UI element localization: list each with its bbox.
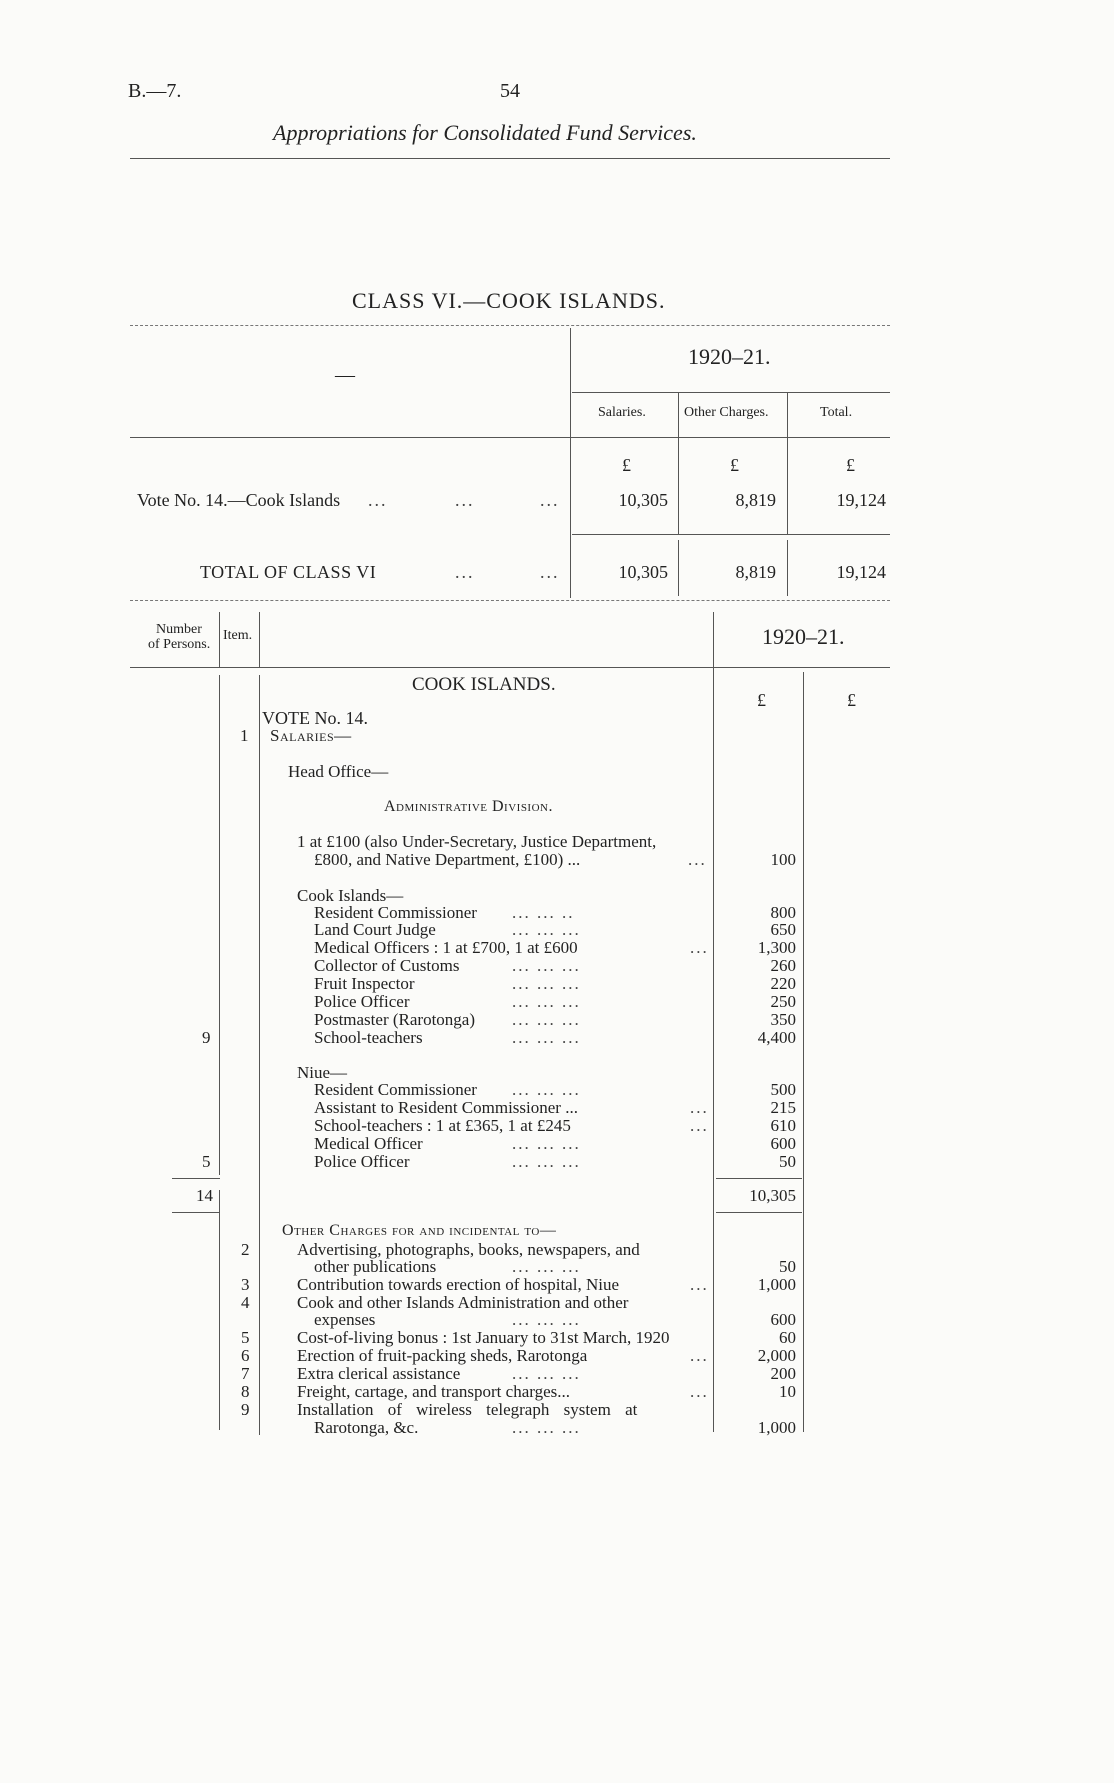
list-item-continued: Rarotonga, &c.: [314, 1418, 419, 1437]
list-item: Advertising, photographs, books, newspapers, and: [297, 1240, 640, 1259]
item-number: 2: [241, 1240, 250, 1259]
list-item: Medical Officers : 1 at £700, 1 at £600: [314, 938, 578, 957]
item-number: 8: [241, 1382, 250, 1401]
list-item-amount: 350: [770, 1010, 796, 1029]
col-total: Total.: [820, 405, 853, 420]
currency-col1: £: [757, 690, 766, 710]
list-item-amount: 50: [779, 1152, 796, 1171]
list-item-amount: 215: [770, 1098, 796, 1117]
admin-amount: 100: [770, 850, 796, 869]
list-item: Land Court Judge: [314, 920, 436, 939]
col-number-of-persons: Number of Persons.: [148, 622, 211, 652]
item-number: 4: [241, 1293, 250, 1312]
list-item-amount: 800: [770, 903, 796, 922]
list-item: Installation of wireless telegraph system at: [297, 1400, 638, 1419]
list-item-amount: 60: [779, 1328, 796, 1347]
list-item-amount: 1,300: [757, 938, 796, 957]
list-item-amount: 1,000: [757, 1418, 796, 1437]
detail-title: COOK ISLANDS.: [412, 674, 556, 695]
detail-year: 1920–21.: [762, 624, 845, 649]
list-item-amount: 260: [770, 956, 796, 975]
list-item-amount: 500: [770, 1080, 796, 1099]
list-item: Police Officer: [314, 992, 410, 1011]
list-item: Police Officer: [314, 1152, 410, 1171]
page-number: 54: [500, 80, 520, 102]
currency-col2: £: [847, 690, 856, 710]
class-total-salaries: 10,305: [618, 562, 668, 582]
admin-line-1: 1 at £100 (also Under-Secretary, Justice Department,: [297, 832, 657, 851]
cook-islands-heading: Cook Islands—: [297, 886, 404, 905]
vote-total: 19,124: [836, 490, 886, 510]
list-item: Cost-of-living bonus : 1st January to 31st March, 1920: [297, 1328, 670, 1347]
list-item-amount: 600: [770, 1310, 796, 1329]
document-ref: B.—7.: [128, 80, 182, 102]
list-item: Resident Commissioner: [314, 903, 477, 922]
list-item-amount: 610: [770, 1116, 796, 1135]
item-number: 5: [241, 1328, 250, 1347]
admin-division-heading: Administrative Division.: [384, 798, 553, 815]
header-rule: [130, 158, 890, 159]
class-total-label: TOTAL OF CLASS VI: [200, 562, 377, 582]
list-item: School-teachers: [314, 1028, 423, 1047]
list-item: Contribution towards erection of hospital, Niue: [297, 1275, 619, 1294]
list-item: Resident Commissioner: [314, 1080, 477, 1099]
list-item: Collector of Customs: [314, 956, 460, 975]
item-number: 9: [241, 1400, 250, 1419]
summary-dash: —: [335, 364, 355, 386]
salaries-total: 10,305: [749, 1186, 796, 1205]
list-item-amount: 600: [770, 1134, 796, 1153]
list-item: Assistant to Resident Commissioner ...: [314, 1098, 578, 1117]
other-charges-heading: Other Charges for and incidental to—: [282, 1222, 557, 1239]
currency-total: £: [846, 455, 855, 475]
class-total-other: 8,819: [735, 562, 776, 582]
niue-heading: Niue—: [297, 1063, 348, 1082]
list-item: Medical Officer: [314, 1134, 423, 1153]
cook-persons-count: 9: [202, 1028, 211, 1047]
list-item-amount: 250: [770, 992, 796, 1011]
list-item: Cook and other Islands Administration and other: [297, 1293, 629, 1312]
admin-line-2: £800, and Native Department, £100) ...: [314, 850, 581, 869]
vote-label: Vote No. 14.—Cook Islands: [137, 490, 341, 510]
total-persons: 14: [196, 1186, 213, 1205]
vote-heading: VOTE No. 14.: [262, 708, 368, 728]
list-item-amount: 200: [770, 1364, 796, 1383]
col-other-charges: Other Charges.: [684, 405, 769, 420]
list-item: Erection of fruit-packing sheds, Rarotonga: [297, 1346, 588, 1365]
list-item: Fruit Inspector: [314, 974, 415, 993]
list-item: Extra clerical assistance: [297, 1364, 461, 1383]
list-item-amount: 1,000: [757, 1275, 796, 1294]
list-item-amount: 10: [779, 1382, 796, 1401]
item-number: 3: [241, 1275, 250, 1294]
list-item-amount: 4,400: [757, 1028, 796, 1047]
list-item-amount: 650: [770, 920, 796, 939]
list-item-amount: 220: [770, 974, 796, 993]
vote-salaries: 10,305: [618, 490, 668, 510]
list-item-amount: 2,000: [757, 1346, 796, 1365]
vote-other: 8,819: [735, 490, 776, 510]
list-item-amount: 50: [779, 1257, 796, 1276]
niue-persons-count: 5: [202, 1152, 211, 1171]
list-item: School-teachers : 1 at £365, 1 at £245: [314, 1116, 571, 1135]
item-number: 6: [241, 1346, 250, 1365]
summary-year: 1920–21.: [688, 344, 771, 369]
list-item-continued: expenses: [314, 1310, 376, 1329]
summary-title: CLASS VI.—COOK ISLANDS.: [352, 288, 666, 313]
col-item: Item.: [223, 628, 253, 643]
salaries-heading: Salaries—: [270, 726, 352, 745]
head-office-heading: Head Office—: [288, 762, 389, 781]
page-subtitle: Appropriations for Consolidated Fund Services.: [273, 120, 697, 145]
item-number: 1: [240, 726, 249, 745]
currency-other: £: [730, 455, 739, 475]
list-item-continued: other publications: [314, 1257, 437, 1276]
class-total-total: 19,124: [836, 562, 886, 582]
list-item: Postmaster (Rarotonga): [314, 1010, 475, 1029]
list-item: Freight, cartage, and transport charges...: [297, 1382, 571, 1401]
item-number: 7: [241, 1364, 250, 1383]
currency-salaries: £: [622, 455, 631, 475]
col-salaries: Salaries.: [598, 405, 646, 420]
